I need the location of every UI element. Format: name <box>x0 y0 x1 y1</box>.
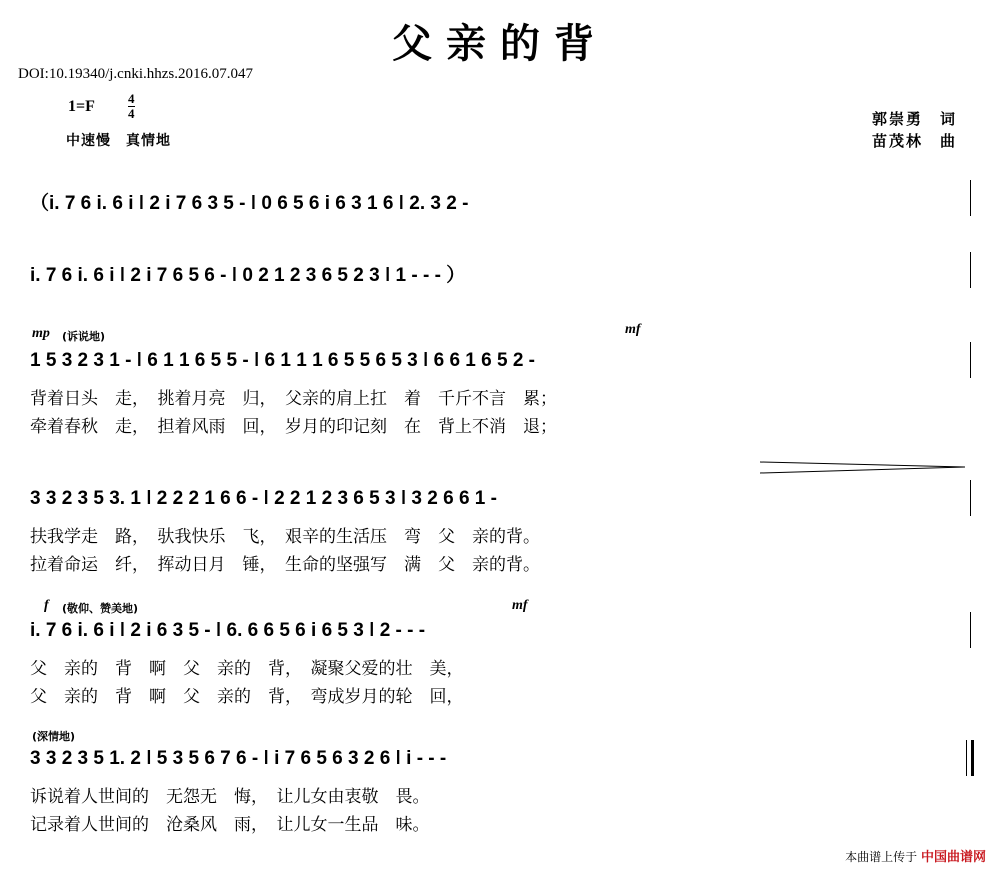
expression-mark: (诉说地) <box>62 330 106 343</box>
end-barline <box>970 180 971 216</box>
meter-top: 4 <box>128 91 135 106</box>
lyric-line: 背着日头 走， 挑着月亮 归， 父亲的肩上扛 着 千斤不言 累； <box>30 389 557 409</box>
lyric-line: 父 亲的 背 啊 父 亲的 背， 凝聚父爱的壮 美， <box>30 659 464 679</box>
final-barline-thin <box>966 740 967 776</box>
end-barline <box>970 480 971 516</box>
footer-watermark <box>845 846 986 865</box>
score-line-5: i. 7 6 i. 6 i ǀ 2 i 6 3 5 - ǀ 6. 6 6 5 6 i 6 5 3 ǀ 2 - - - <box>30 620 426 641</box>
score-line-6: 3 3 2 3 5 1. 2 ǀ 5 3 5 6 7 6 - ǀ i 7 6 5 6 3 2 6 ǀ i - - - <box>30 748 447 769</box>
footer-text: 本曲谱上传于 <box>845 850 918 864</box>
time-signature <box>128 92 135 121</box>
lyric-line: 扶我学走 路， 驮我快乐 飞， 艰辛的生活压 弯 父 亲的背。 <box>30 527 540 547</box>
dynamic-mark: f <box>44 598 49 613</box>
meter-bottom: 4 <box>128 106 135 121</box>
lyric-line: 牵着春秋 走， 担着风雨 回， 岁月的印记刻 在 背上不消 退； <box>30 417 557 437</box>
score-line-4: 3 3 2 3 5 3. 1 ǀ 2 2 2 1 6 6 - ǀ 2 2 1 2 3 6 5 3 ǀ 3 2 6 6 1 - <box>30 488 497 509</box>
score-line-3: 1 5 3 2 3 1 - ǀ 6 1 1 6 5 5 - ǀ 6 1 1 1 6 5 5 6 5 3 ǀ 6 6 1 6 5 2 - <box>30 350 536 371</box>
composer-credit: 苗茂林 曲 <box>872 132 958 150</box>
song-title: 父亲的背 <box>392 20 608 67</box>
end-barline <box>970 342 971 378</box>
expression-mark: (深情地) <box>32 730 76 743</box>
end-barline <box>970 252 971 288</box>
tempo-marking: 中速慢 真情地 <box>66 133 171 149</box>
lyric-line: 父 亲的 背 啊 父 亲的 背， 弯成岁月的轮 回， <box>30 687 464 707</box>
dynamic-mark: mf <box>512 598 528 613</box>
lyric-line: 诉说着人世间的 无怨无 悔， 让儿女由衷敬 畏。 <box>30 787 430 807</box>
doi-text: DOI:10.19340/j.cnki.hhzs.2016.07.047 <box>18 66 253 82</box>
lyric-line: 拉着命运 纤， 挥动日月 锤， 生命的坚强写 满 父 亲的背。 <box>30 555 540 575</box>
score-line-2: i. 7 6 i. 6 i ǀ 2 i 7 6 5 6 - ǀ 0 2 1 2 3 6 5 2 3 ǀ 1 - - - ） <box>30 265 466 286</box>
decrescendo-hairpin <box>760 460 970 476</box>
final-barline-thick <box>971 740 974 776</box>
end-barline <box>970 612 971 648</box>
dynamic-mark: mf <box>625 322 641 337</box>
dynamic-mark: mp <box>32 326 50 341</box>
expression-mark: (敬仰、赞美地) <box>62 602 139 615</box>
lyricist-credit: 郭崇勇 词 <box>872 110 958 128</box>
key-signature: 1=F <box>68 98 95 115</box>
lyric-line: 记录着人世间的 沧桑风 雨， 让儿女一生品 味。 <box>30 815 430 835</box>
site-logo: 中国曲谱网 <box>920 850 986 865</box>
score-line-1: （i. 7 6 i. 6 i ǀ 2 i 7 6 3 5 - ǀ 0 6 5 6 i 6 3 1 6 ǀ 2. 3 2 - <box>30 193 469 214</box>
